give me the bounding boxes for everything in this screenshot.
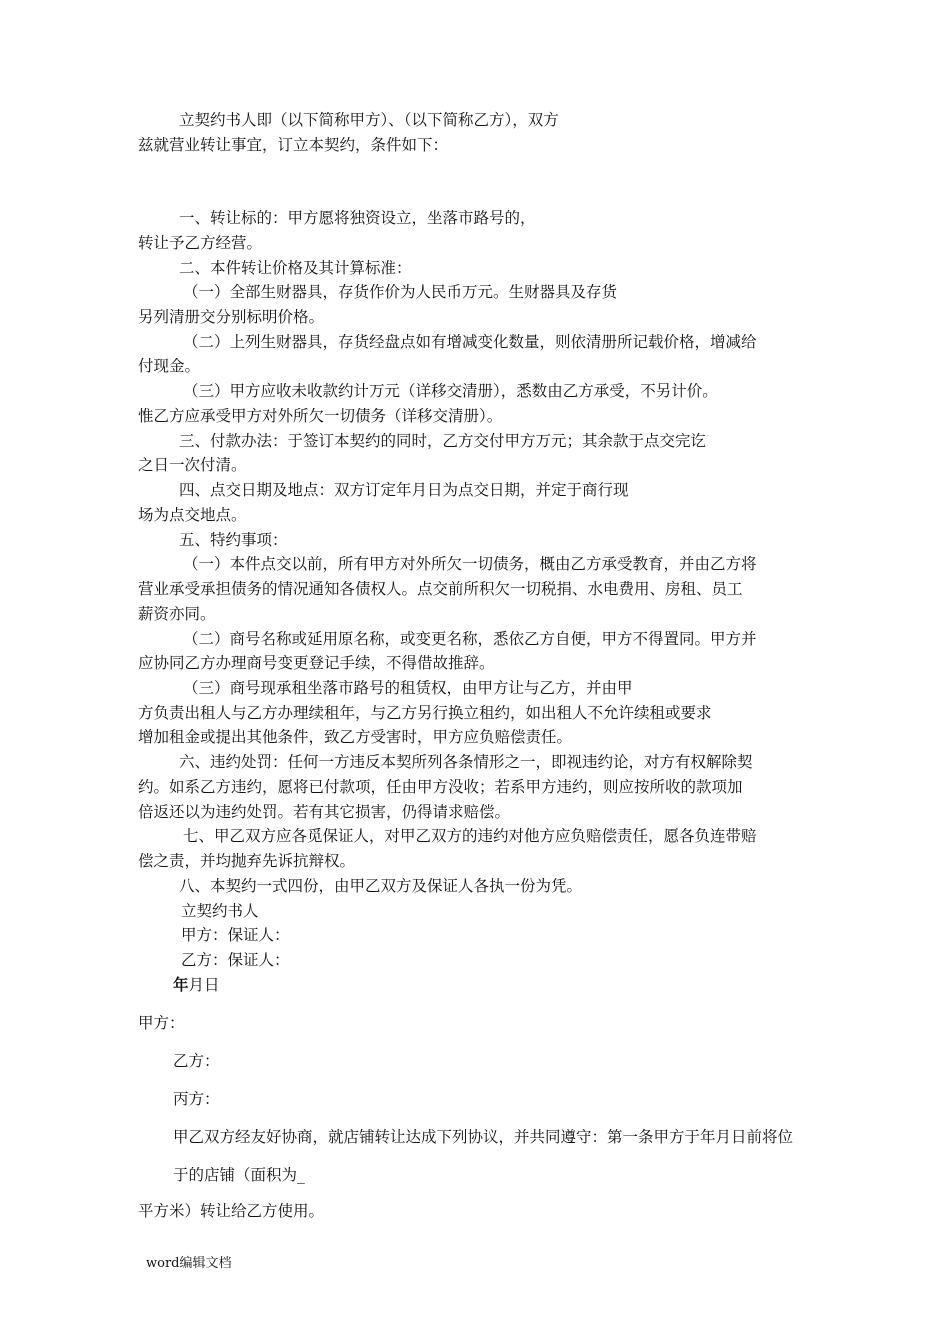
text-line: 四、点交日期及地点：双方订定年月日为点交日期，并定于商行现 xyxy=(179,481,629,499)
text-line: （二）上列生财器具，存货经盘点如有增减变化数量，则依清册所记载价格，增减给 xyxy=(183,333,757,351)
text-line: 另列清册交分别标明价格。 xyxy=(138,308,325,326)
text-line: 增加租金或提出其他条件，致乙方受害时，甲方应负赔偿责任。 xyxy=(138,728,573,746)
text-line: 于的店铺（面积为_ xyxy=(173,1166,305,1184)
text-line: 平方米）转让给乙方使用。 xyxy=(138,1202,325,1220)
text-line: 薪资亦同。 xyxy=(138,605,216,623)
party-c-label: 丙方： xyxy=(173,1090,220,1108)
date-line xyxy=(173,974,220,996)
text-line: 应协同乙方办理商号变更登记手续，不得借故推辞。 xyxy=(138,654,495,672)
party-b-label: 乙方： xyxy=(173,1052,220,1070)
text-line: 场为点交地点。 xyxy=(138,506,247,524)
text-line: 兹就营业转让事宜，订立本契约，条件如下： xyxy=(138,136,449,154)
text-line: 六、违约处罚：任何一方违反本契所列各条情形之一，即视违约论，对方有权解除契 xyxy=(179,753,753,771)
text-line: 乙方：保证人： xyxy=(181,951,290,969)
year-label: 年 xyxy=(173,976,189,994)
text-line: 转让予乙方经营。 xyxy=(138,234,263,252)
text-line: （三）甲方应收未收款约计万元（详移交清册），悉数由乙方承受，不另计价。 xyxy=(183,382,718,400)
text-line: 五、特约事项： xyxy=(179,531,288,549)
text-line: 偿之责，并均抛弃先诉抗辩权。 xyxy=(138,852,356,870)
footer-label: word编辑文档 xyxy=(146,1256,232,1271)
text-line: （二）商号名称或延用原名称，或变更名称，悉依乙方自便，甲方不得置同。甲方并 xyxy=(183,630,757,648)
text-line: 八、本契约一式四份，由甲乙双方及保证人各执一份为凭。 xyxy=(179,877,583,895)
text-line: 营业承受承担债务的情况通知各债权人。点交前所积欠一切税捐、水电费用、房租、员工 xyxy=(138,580,743,598)
text-line: 约。如系乙方违约，愿将已付款项，任由甲方没收；若系甲方违约，则应按所收的款项加 xyxy=(138,778,743,796)
text-line: 立契约书人 xyxy=(181,902,259,920)
text-line: 七、甲乙双方应各觅保证人，对甲乙双方的违约对他方应负赔偿责任，愿各负连带赔 xyxy=(183,827,757,845)
text-line: （三）商号现承租坐落市路号的租赁权，由甲方让与乙方，并由甲 xyxy=(183,679,633,697)
text-line: 三、付款办法：于签订本契约的同时，乙方交付甲方万元；其余款于点交完讫 xyxy=(179,432,707,450)
text-line: 一、转让标的：甲方愿将独资设立，坐落市路号的， xyxy=(179,209,536,227)
text-line: 二、本件转让价格及其计算标准： xyxy=(179,259,412,277)
text-line: 惟乙方应承受甲方对外所欠一切债务（详移交清册）。 xyxy=(138,407,503,425)
party-a-label: 甲方： xyxy=(138,1014,185,1032)
text-line: 方负责出租人与乙方办理续租年，与乙方另行换立租约，如出租人不允许续租或要求 xyxy=(138,704,712,722)
text-line: （一）本件点交以前，所有甲方对外所欠一切债务，概由乙方承受教育，并由乙方将 xyxy=(183,555,757,573)
text-line: 甲乙双方经友好协商，就店铺转让达成下列协议，并共同遵守：第一条甲方于年月日前将位 xyxy=(173,1128,794,1146)
text-line: 甲方：保证人： xyxy=(181,926,290,944)
month-day-label: 月日 xyxy=(188,976,220,994)
text-line: 付现金。 xyxy=(138,357,201,375)
text-line: （一）全部生财器具，存货作价为人民币万元。生财器具及存货 xyxy=(183,283,618,301)
text-line: 之日一次付清。 xyxy=(138,456,247,474)
text-line: 倍返还以为违约处罚。若有其它损害，仍得请求赔偿。 xyxy=(138,803,511,821)
text-line: 立契约书人即（以下简称甲方）、（以下简称乙方），双方 xyxy=(179,111,559,129)
